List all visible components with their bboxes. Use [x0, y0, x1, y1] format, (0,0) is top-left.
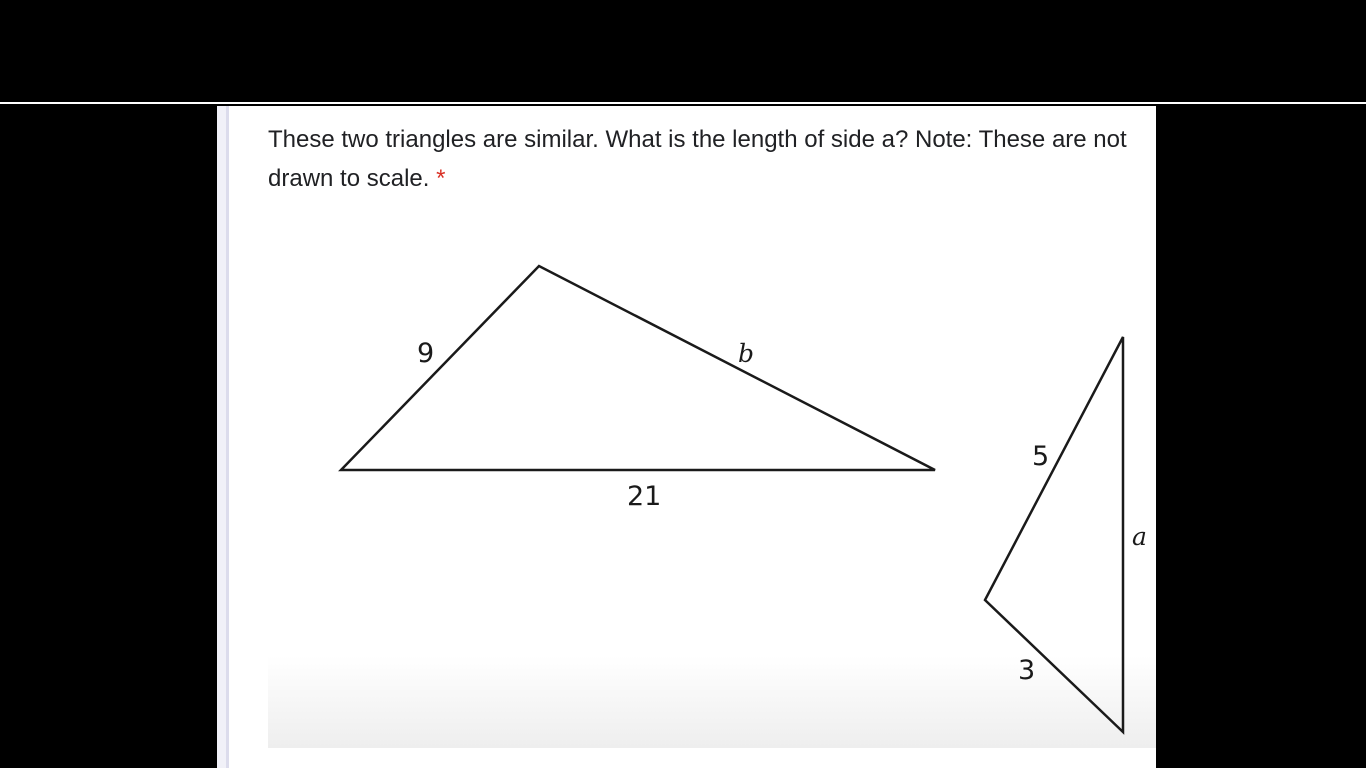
- question-text: These two triangles are similar. What is the length of side a? Note: These are not drawn to scale.: [268, 126, 1127, 192]
- question-card: [217, 106, 1156, 768]
- label-side-3: 3: [1018, 655, 1036, 686]
- small-triangle: [985, 337, 1123, 732]
- label-side-21: 21: [627, 481, 662, 512]
- triangles-figure: [268, 216, 1156, 748]
- question-image: [268, 216, 1156, 748]
- label-side-a: a: [1132, 522, 1147, 551]
- left-background: [0, 106, 217, 768]
- label-side-b: b: [738, 339, 755, 368]
- right-background: [1156, 106, 1366, 768]
- label-side-9: 9: [417, 338, 435, 369]
- required-asterisk: *: [436, 165, 446, 192]
- question-title: [268, 120, 1148, 198]
- card-left-edge: [217, 106, 229, 768]
- label-side-5: 5: [1032, 441, 1050, 472]
- top-black-bar: [0, 0, 1366, 104]
